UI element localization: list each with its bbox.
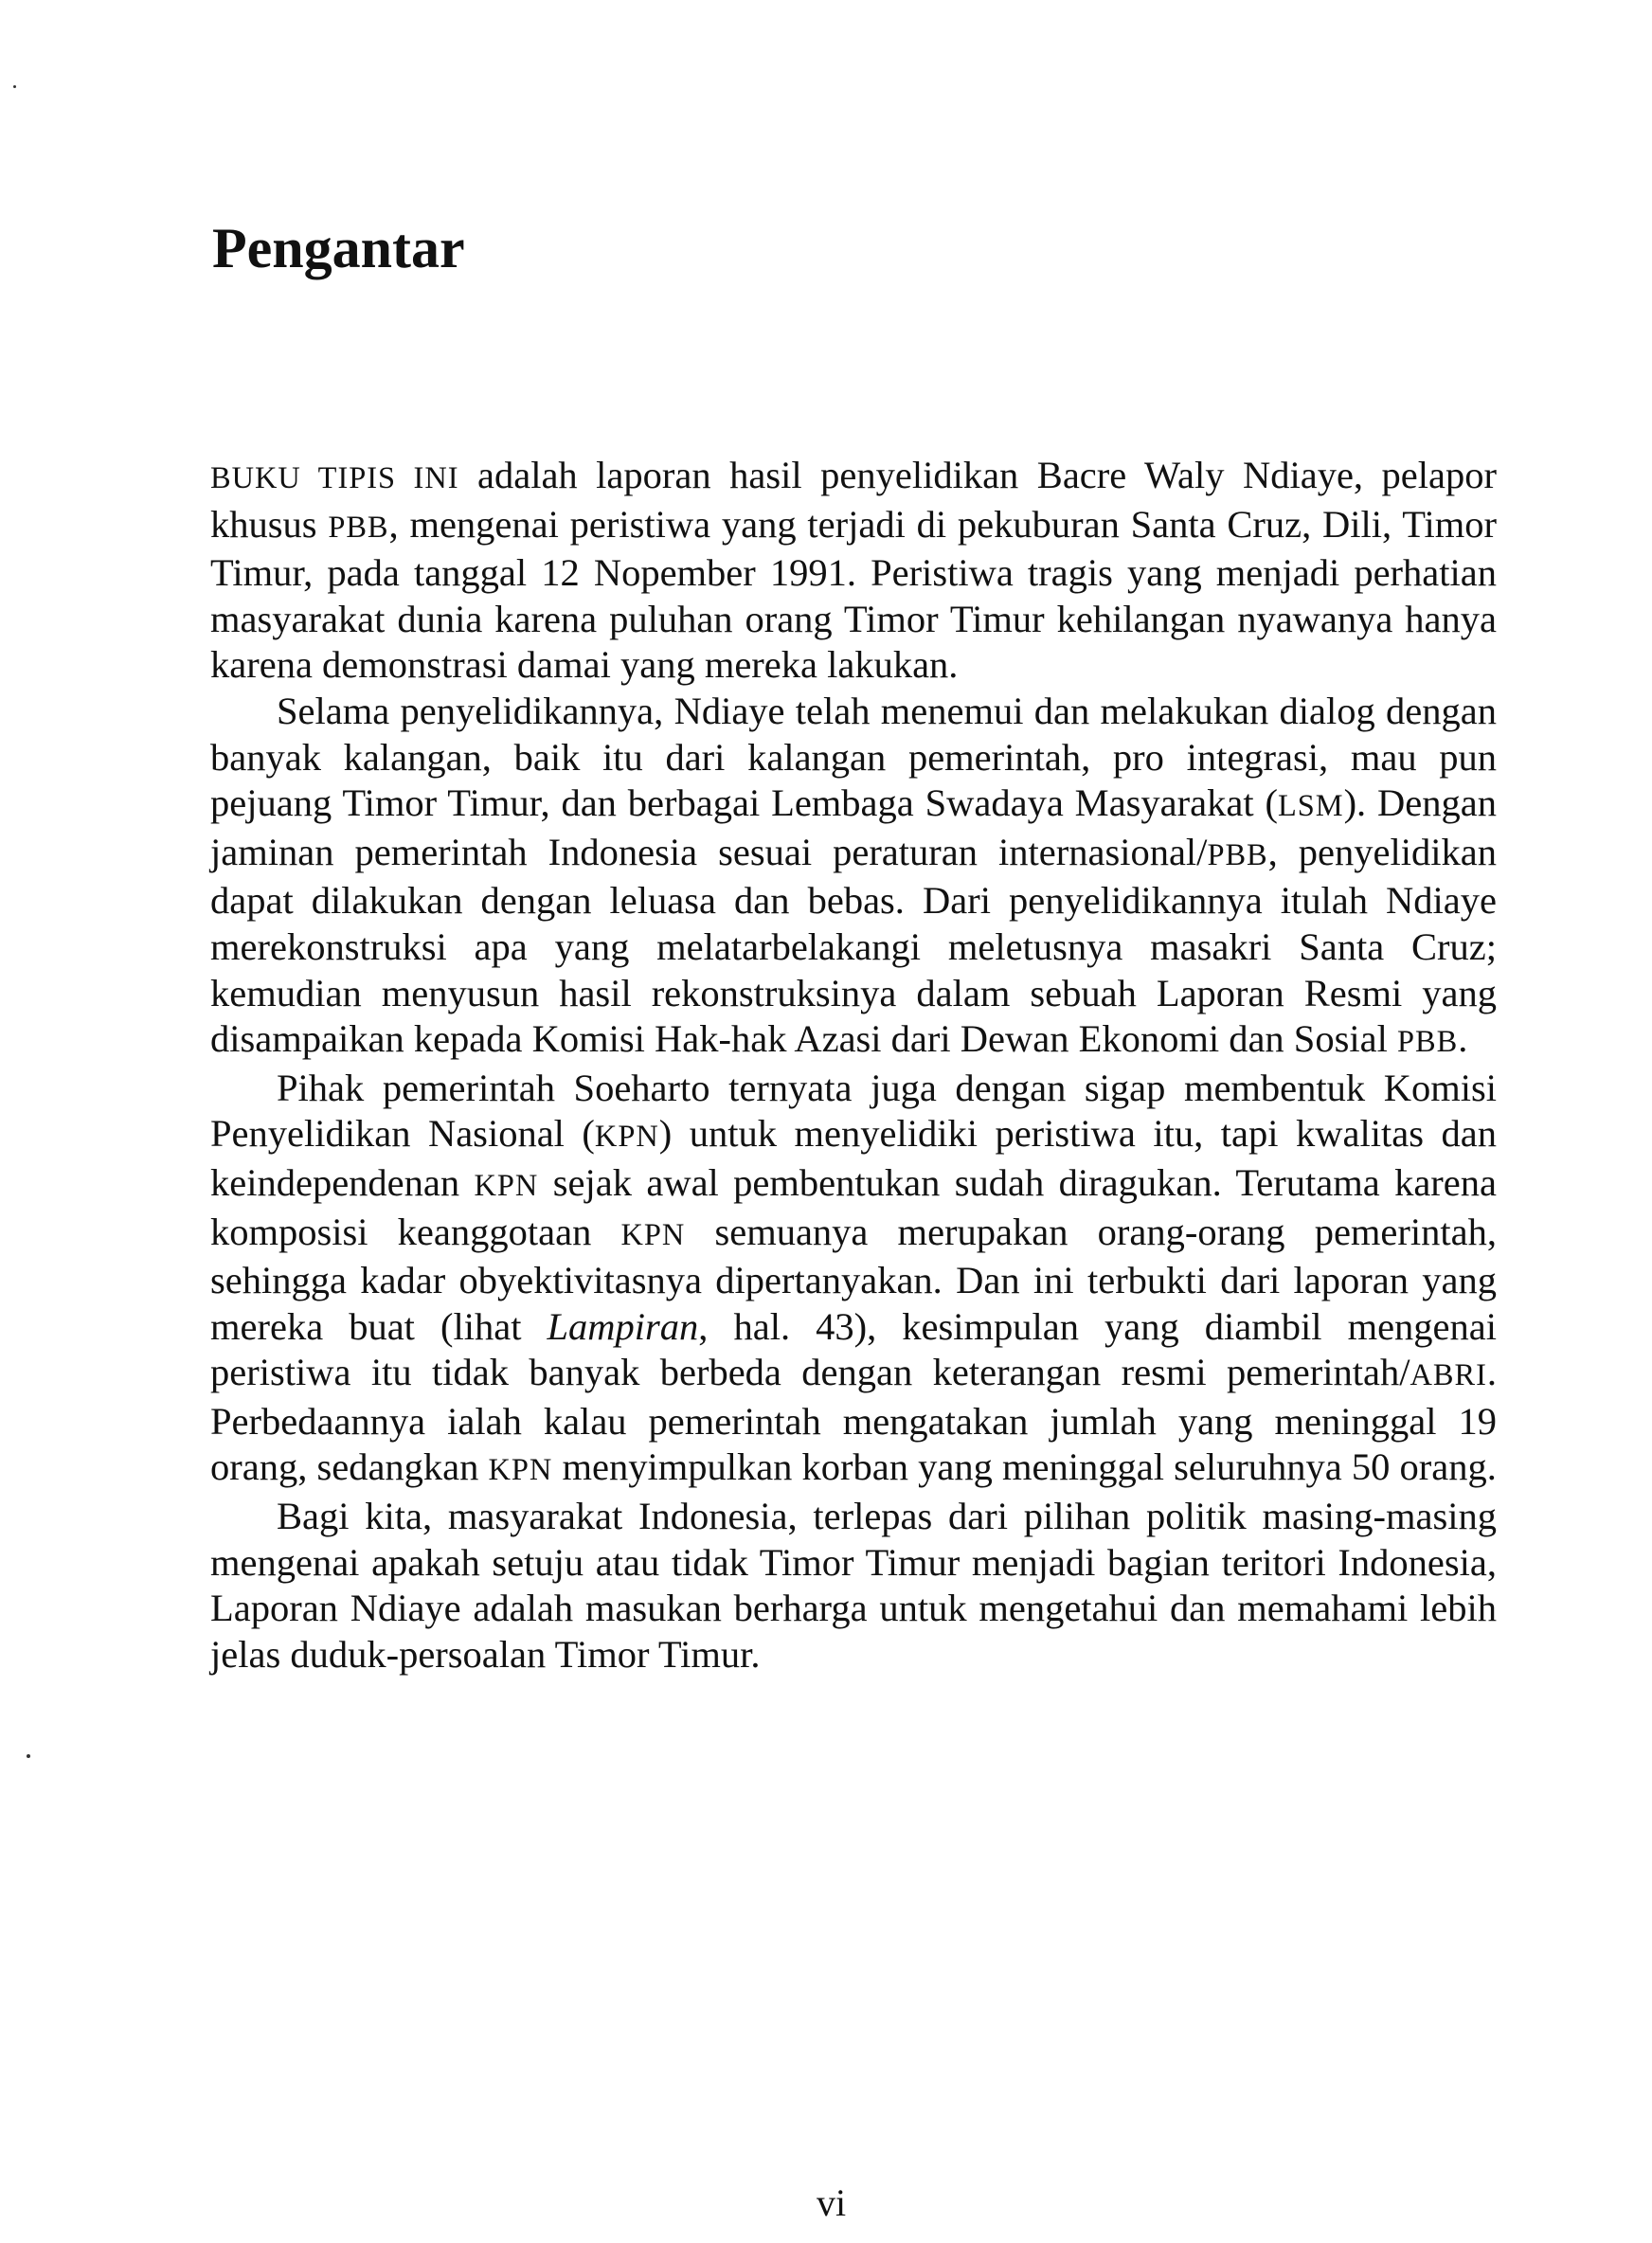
text-run: ) untuk menyelidiki peristiwa itu, tapi kwalitas dan keindependenan [210, 1112, 1497, 1204]
acronym: ABRI [1410, 1358, 1487, 1393]
paragraph [210, 689, 1497, 1066]
acronym: PBB [328, 510, 389, 545]
text-run: adalah laporan hasil penyelidikan Bacre Waly Ndiaye, pelapor khusus [210, 454, 1497, 546]
body-text [210, 453, 1497, 1678]
text-run: ). Dengan jaminan pemerintah Indonesia sesuai peraturan internasional/ [210, 781, 1497, 873]
text-run: Bagi kita, masyarakat Indonesia, terlepas dari pilihan politik masing-masing mengenai apakah setuju atau tidak Timor Timur menjadi bagian teritori Indonesia, Laporan Ndiaye adalah masukan berharga untuk mengetahui dan memahami lebih jelas duduk-persoalan Timor Timur. [210, 1495, 1497, 1676]
acronym: KPN [594, 1120, 659, 1155]
acronym: PBB [1207, 837, 1268, 872]
text-run: , hal. 43), kesimpulan yang diambil mengenai peristiwa itu tidak banyak berbeda dengan keterangan resmi pemerintah/ [210, 1304, 1497, 1394]
paragraph [210, 1494, 1497, 1678]
text-run: . Perbedaannya ialah kalau pemerintah mengatakan jumlah yang meninggal 19 orang, sedangkan [210, 1351, 1497, 1489]
page-number: vi [817, 2181, 847, 2224]
scan-speck [27, 1754, 30, 1758]
text-run: semuanya merupakan orang-orang pemerintah, sehingga kadar obyektivitasnya dipertanyakan. Dan ini terbukti dari laporan yang mereka buat (lihat [210, 1210, 1497, 1348]
acronym: LSM [1277, 789, 1344, 824]
text-run: Selama penyelidikannya, Ndiaye telah menemui dan melakukan dialog dengan banyak kalangan, baik itu dari kalangan pemerintah, pro integrasi, mau pun pejuang Timor Timur, dan berbagai Lembaga Swadaya Masyarakat ( [210, 689, 1497, 825]
text-run: menyimpulkan korban yang meninggal seluruhnya 50 orang. [552, 1445, 1497, 1489]
italic-text: Lampiran [547, 1304, 699, 1348]
paragraph [210, 453, 1497, 689]
acronym: PBB [1396, 1025, 1459, 1060]
text-run: . [1458, 1017, 1468, 1061]
text-run: Pihak pemerintah Soeharto ternyata juga dengan sigap membentuk Komisi Penyelidikan Nasional ( [210, 1066, 1497, 1156]
paragraph [210, 1066, 1497, 1494]
acronym: KPN [474, 1168, 539, 1203]
acronym: KPN [488, 1453, 553, 1488]
text-run: sejak awal pembentukan sudah diragukan. Terutama karena komposisi keanggotaan [210, 1160, 1497, 1253]
acronym: KPN [620, 1217, 686, 1252]
text-run: , penyelidikan dapat dilakukan dengan leluasa dan bebas. Dari penyelidikannya itulah Ndiaye merekonstruksi apa yang melatarbelakangi meletusnya masakri Santa Cruz; kemudian menyusun hasil rekonstruksinya dalam sebuah Laporan Resmi yang disampaikan kepada Komisi Hak-hak Azasi dari Dewan Ekonomi dan Sosial [210, 830, 1497, 1061]
acronym: BUKU TIPIS INI [210, 461, 459, 495]
scan-speck [13, 85, 16, 88]
chapter-heading: Pengantar [212, 217, 465, 279]
text-run: , mengenai peristiwa yang terjadi di pekuburan Santa Cruz, Dili, Timor Timur, pada tanggal 12 Nopember 1991. Peristiwa tragis yang menjadi perhatian masyarakat dunia karena puluhan orang Timor Timur kehilangan nyawanya hanya karena demonstrasi damai yang mereka lakukan. [210, 502, 1498, 687]
